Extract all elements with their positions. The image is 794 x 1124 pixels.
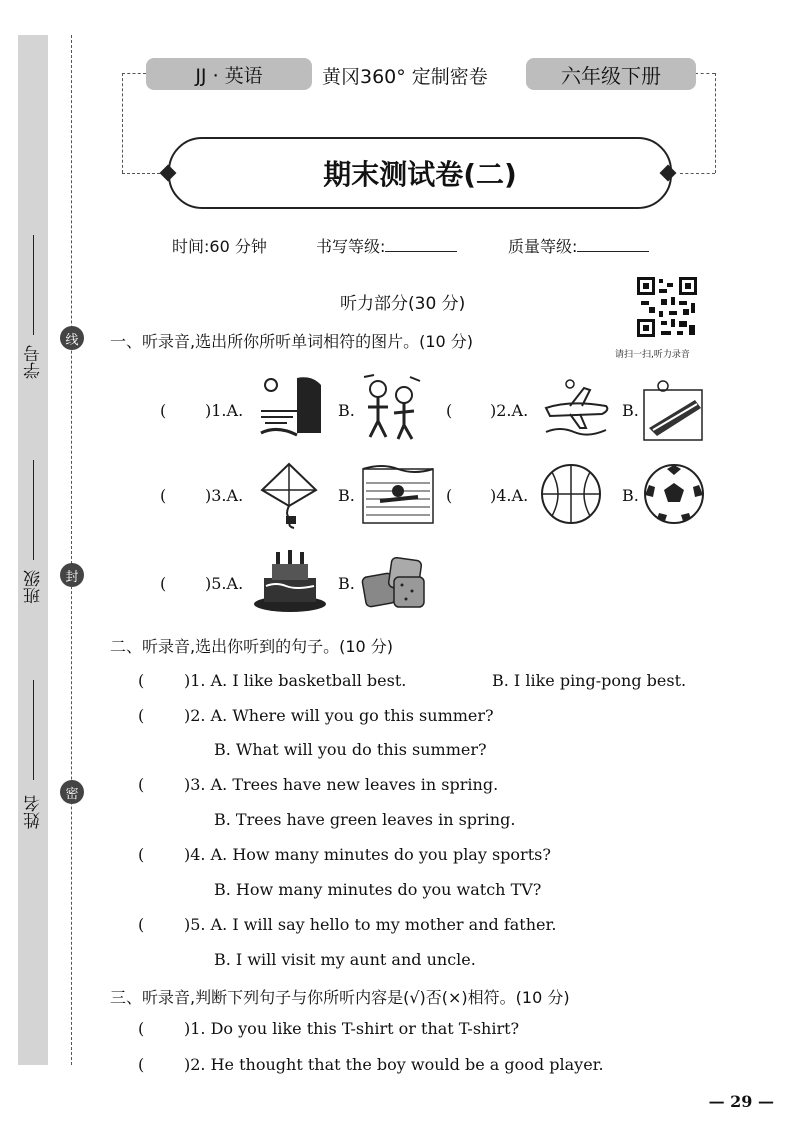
header-dash — [695, 73, 715, 74]
xingming-line — [33, 680, 34, 780]
subject-badge: JJ · 英语 — [146, 58, 312, 90]
kite-icon — [258, 460, 320, 530]
p3-item-2: )2. He thought that the boy would be a good player. — [184, 1055, 604, 1074]
banji-line — [33, 460, 34, 560]
answer-paren[interactable]: ( — [138, 775, 145, 794]
p3-item-1: )1. Do you like this T-shirt or that T-shirt? — [184, 1019, 520, 1038]
header-dash — [122, 73, 146, 74]
p1-item-2-label: )2.A. — [490, 401, 529, 420]
cut-line — [71, 35, 72, 1065]
children-playing-icon — [360, 373, 422, 443]
p1-item-3-label: )3.A. — [205, 486, 244, 505]
p1-item-5-label: )5.A. — [205, 574, 244, 593]
p1-item-5-b: B. — [338, 574, 355, 593]
biscuits-icon — [360, 555, 428, 611]
p2-item-1-a: )1. A. I like basketball best. — [184, 671, 407, 690]
answer-paren[interactable]: ( — [138, 706, 145, 725]
grade-badge: 六年级下册 — [526, 58, 696, 90]
answer-paren[interactable]: ( — [160, 574, 167, 593]
p2-item-2-a: )2. A. Where will you go this summer? — [184, 706, 494, 725]
time-limit: 时间:60 分钟 — [172, 237, 267, 256]
p2-item-4-b: B. How many minutes do you watch TV? — [214, 880, 542, 899]
answer-paren[interactable]: ( — [138, 671, 145, 690]
p1-item-1-label: )1.A. — [205, 401, 244, 420]
answer-paren[interactable]: ( — [138, 915, 145, 934]
header-dash — [715, 73, 716, 173]
answer-paren[interactable]: ( — [160, 401, 167, 420]
soccer-ball-icon — [643, 463, 705, 525]
qr-caption: 请扫一扫,听力录音 — [615, 350, 690, 360]
answer-paren[interactable]: ( — [138, 845, 145, 864]
airplane-icon — [540, 378, 612, 442]
answer-paren[interactable]: ( — [446, 401, 453, 420]
writing-grade-label: 书写等级: — [316, 237, 386, 256]
p1-item-1-b: B. — [338, 401, 355, 420]
xuehao-label: 学号 — [24, 345, 44, 379]
p2-item-3-b: B. Trees have green leaves in spring. — [214, 810, 516, 829]
p1-item-4-b: B. — [622, 486, 639, 505]
quality-grade — [508, 234, 649, 257]
lake-scene-icon — [257, 373, 325, 441]
birthday-cake-icon — [252, 546, 328, 614]
seal-mark-mi: 密 — [60, 780, 84, 804]
quality-grade-blank[interactable] — [577, 237, 649, 252]
basketball-icon — [540, 463, 602, 525]
quality-grade-label: 质量等级: — [508, 237, 578, 256]
p2-item-3-a: )3. A. Trees have new leaves in spring. — [184, 775, 499, 794]
page-title: 期末测试卷(二) — [168, 137, 672, 209]
seal-mark-xian: 线 — [60, 326, 84, 350]
answer-paren[interactable]: ( — [138, 1019, 145, 1038]
page-number: — 29 — — [708, 1092, 774, 1111]
xingming-label: 姓名 — [24, 795, 44, 829]
answer-paren[interactable]: ( — [160, 486, 167, 505]
p2-item-5-b: B. I will visit my aunt and uncle. — [214, 950, 476, 969]
listening-heading: 听力部分(30 分) — [340, 294, 466, 314]
p1-item-4-label: )4.A. — [490, 486, 529, 505]
answer-paren[interactable]: ( — [138, 1055, 145, 1074]
train-icon — [643, 378, 703, 442]
banji-label: 班级 — [24, 570, 44, 604]
xuehao-line — [33, 235, 34, 335]
writing-grade — [316, 234, 457, 257]
part3-title: 三、听录音,判断下列句子与你所听内容是(√)否(×)相符。(10 分) — [110, 988, 570, 1007]
header-dash — [122, 173, 160, 174]
part2-title: 二、听录音,选出你听到的句子。(10 分) — [110, 637, 394, 656]
p1-item-3-b: B. — [338, 486, 355, 505]
swimming-icon — [362, 463, 434, 525]
header-dash — [122, 73, 123, 173]
seal-mark-feng: 封 — [60, 563, 84, 587]
writing-grade-blank[interactable] — [385, 237, 457, 252]
qr-code-icon[interactable] — [635, 275, 699, 339]
p2-item-4-a: )4. A. How many minutes do you play sports? — [184, 845, 551, 864]
series-name: 黄冈360° 定制密卷 — [322, 66, 488, 88]
p2-item-2-b: B. What will you do this summer? — [214, 740, 487, 759]
part1-title: 一、听录音,选出所你所听单词相符的图片。(10 分) — [110, 332, 474, 351]
answer-paren[interactable]: ( — [446, 486, 453, 505]
p1-item-2-b: B. — [622, 401, 639, 420]
p2-item-5-a: )5. A. I will say hello to my mother and father. — [184, 915, 557, 934]
header-dash — [680, 173, 715, 174]
p2-item-1-b: B. I like ping-pong best. — [492, 671, 687, 690]
